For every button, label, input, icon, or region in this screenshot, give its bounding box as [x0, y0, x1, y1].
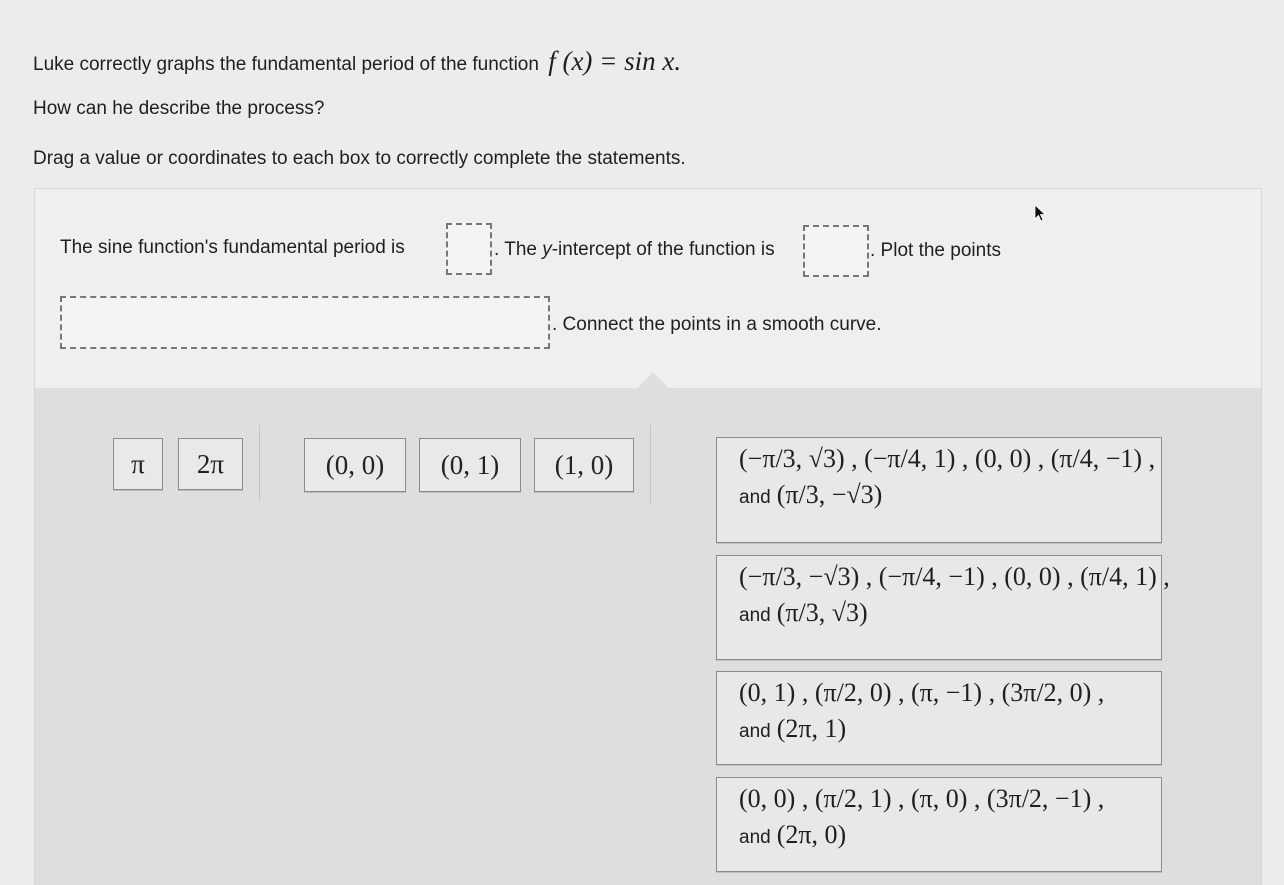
statement-intercept-post: -intercept of the function is [551, 239, 775, 260]
tile-point-0-1[interactable]: (0, 1) [419, 438, 521, 492]
tile-point-set-1[interactable] [716, 437, 1162, 543]
statement-intercept [494, 239, 775, 261]
tile-pi[interactable]: π [113, 438, 163, 490]
tile-point-0-0[interactable]: (0, 0) [304, 438, 406, 492]
point-set-row [739, 598, 1161, 628]
tile-2pi[interactable]: 2π [178, 438, 243, 490]
point-set-row: (−π/3, √3) , (−π/4, 1) , (0, 0) , (π/4, −1) , [739, 444, 1156, 473]
question-text: Luke correctly graphs the fundamental period of the function [33, 54, 539, 75]
drop-box-period[interactable] [446, 223, 492, 275]
point-set-row [739, 480, 1161, 510]
statement-intercept-pre: . The [494, 239, 543, 260]
tile-point-set-2[interactable] [716, 555, 1170, 660]
separator [259, 425, 260, 501]
point-set-last: (2π, 1) [776, 714, 847, 743]
tile-point-1-0[interactable]: (1, 0) [534, 438, 634, 492]
and-label: and [739, 605, 771, 626]
point-set-row [739, 820, 1161, 850]
point-set-row: (0, 0) , (π/2, 1) , (π, 0) , (3π/2, −1) , [739, 784, 1105, 813]
point-set-last: (π/3, √3) [776, 598, 868, 627]
point-set-row: (0, 1) , (π/2, 0) , (π, −1) , (3π/2, 0) , [739, 678, 1105, 707]
statement-plot: . Plot the points [870, 240, 1001, 261]
point-set-row [739, 714, 1161, 744]
point-set-last: (2π, 0) [776, 820, 847, 849]
question-line-2: How can he describe the process? [33, 98, 325, 119]
separator [650, 425, 651, 505]
statement-panel [34, 188, 1262, 389]
statement-connect: . Connect the points in a smooth curve. [552, 314, 882, 335]
tile-point-set-3[interactable] [716, 671, 1162, 765]
and-label: and [739, 721, 771, 742]
point-set-row: (−π/3, −√3) , (−π/4, −1) , (0, 0) , (π/4, 1) , [739, 562, 1170, 591]
statement-period: The sine function's fundamental period is [60, 237, 405, 258]
question-line-1 [33, 46, 681, 77]
instructions: Drag a value or coordinates to each box to correctly complete the statements. [33, 148, 686, 169]
and-label: and [739, 487, 771, 508]
and-label: and [739, 827, 771, 848]
point-set-last: (π/3, −√3) [776, 480, 883, 509]
function-expression: f (x) = sin x. [548, 46, 682, 76]
mouse-cursor-icon [1034, 204, 1048, 222]
drop-box-points[interactable] [60, 296, 550, 349]
drop-box-intercept[interactable] [803, 225, 869, 277]
statement-intercept-var: y [542, 239, 552, 260]
tile-point-set-4[interactable] [716, 777, 1162, 872]
